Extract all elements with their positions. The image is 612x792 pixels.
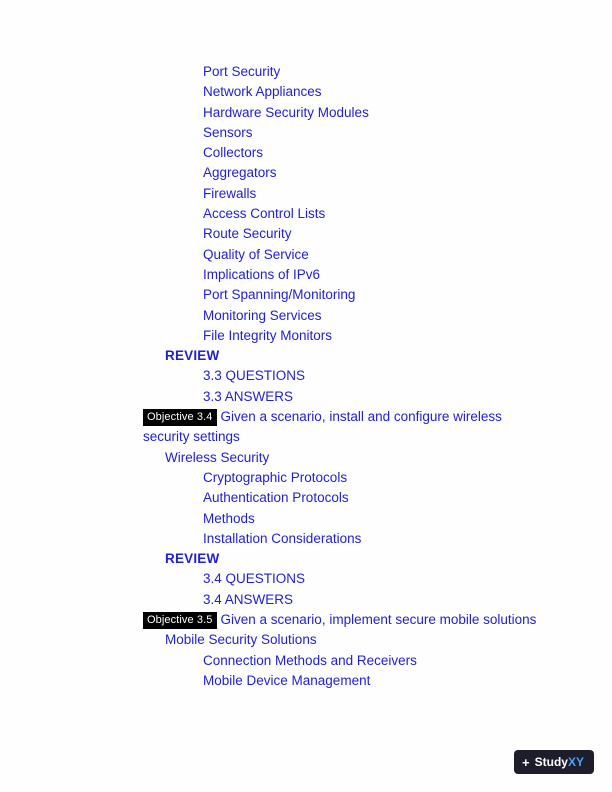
toc-item: 3.4 QUESTIONS [203, 571, 306, 587]
toc-item: Sensors [203, 124, 253, 140]
toc-item: Quality of Service [203, 246, 309, 262]
toc-item: 3.3 ANSWERS [203, 388, 294, 404]
toc-item: Access Control Lists [203, 206, 326, 222]
toc-item: Hardware Security Modules [203, 104, 369, 120]
plus-icon: + [522, 754, 530, 770]
toc-item: File Integrity Monitors [203, 327, 333, 343]
toc-item: Aggregators [203, 165, 277, 181]
toc-item: Port Security [203, 64, 281, 79]
toc-entries [0, 62, 612, 691]
toc-item: Wireless Security [165, 449, 270, 465]
toc-item: Implications of IPv6 [203, 266, 321, 282]
objective-badge: Objective 3.4 [143, 409, 217, 426]
toc-item: Route Security [203, 226, 292, 242]
toc-item: Connection Methods and Receivers [203, 652, 417, 668]
toc-item: Collectors [203, 145, 264, 161]
toc-item: Methods [203, 510, 255, 526]
toc-item: Monitoring Services [203, 307, 322, 323]
watermark-study-text: Study [534, 755, 568, 769]
toc-item: Port Spanning/Monitoring [203, 287, 356, 303]
review-heading: REVIEW [165, 551, 220, 567]
toc-item: Mobile Security Solutions [165, 632, 317, 648]
review-heading: REVIEW [165, 348, 220, 364]
toc-item: 3.4 ANSWERS [203, 591, 294, 607]
toc-item: Mobile Device Management [203, 672, 371, 688]
toc-item: Firewalls [203, 185, 257, 201]
watermark-xy-text: XY [567, 755, 584, 769]
objective-badge: Objective 3.5 [143, 612, 217, 629]
toc-item: Cryptographic Protocols [203, 469, 348, 485]
objective-heading [0, 407, 612, 448]
watermark-label [535, 755, 584, 769]
toc-item: Authentication Protocols [203, 490, 349, 506]
objective-title: Given a scenario, implement secure mobile solutions [220, 612, 537, 628]
toc-item: Network Appliances [203, 84, 322, 100]
toc-item: Installation Considerations [203, 530, 362, 546]
objective-title: Given a scenario, install and configure wireless security settings [143, 409, 502, 445]
toc-item: 3.3 QUESTIONS [203, 368, 306, 384]
studyxy-watermark [514, 750, 594, 774]
objective-heading [0, 610, 612, 630]
